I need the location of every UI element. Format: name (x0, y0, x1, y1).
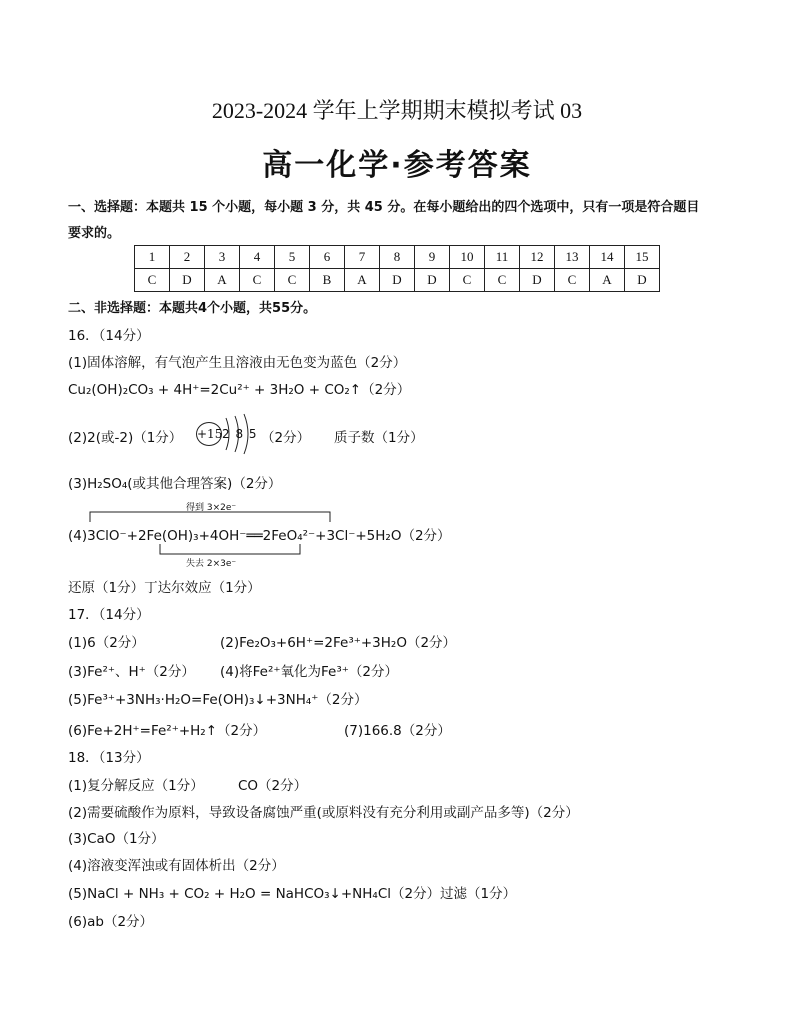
q18-title: 18．（13分） (68, 750, 150, 766)
answer-table-number-row (135, 246, 660, 269)
answer-cell: D (170, 269, 205, 292)
question-number-cell: 3 (205, 246, 240, 269)
q17-part7: (7)166.8（2分） (344, 723, 451, 739)
q17-part2: (2)Fe₂O₃+6H⁺=2Fe³⁺+3H₂O（2分） (220, 635, 457, 651)
q18-part1-b: CO（2分） (238, 778, 308, 794)
question-number-cell: 11 (485, 246, 520, 269)
q17-part4: (4)将Fe²⁺氧化为Fe³⁺（2分） (220, 664, 398, 680)
q16-part1: (1)固体溶解，有气泡产生且溶液由无色变为蓝色（2分） (68, 355, 407, 371)
question-number-cell: 14 (590, 246, 625, 269)
q16-part2-b: （2分） (261, 430, 311, 446)
answer-table (134, 245, 660, 292)
q17-part1: (1)6（2分） (68, 635, 145, 651)
answer-cell: C (240, 269, 275, 292)
answer-cell: C (275, 269, 310, 292)
answer-cell: A (590, 269, 625, 292)
q17-title: 17．（14分） (68, 607, 150, 623)
q16-part1-equation: Cu₂(OH)₂CO₃ + 4H⁺=2Cu²⁺ + 3H₂O + CO₂↑（2分） (68, 382, 411, 398)
answer-table-answer-row (135, 269, 660, 292)
answer-cell: D (415, 269, 450, 292)
answer-cell: D (625, 269, 660, 292)
answer-cell: C (485, 269, 520, 292)
section2-heading: 二、非选择题：本题共4个小题，共55分。 (68, 301, 317, 316)
atom-diagram-core: +15 (196, 422, 222, 446)
q18-part4: (4)溶液变浑浊或有固体析出（2分） (68, 858, 285, 874)
answer-cell: A (205, 269, 240, 292)
section1-heading-line2: 要求的。 (68, 226, 121, 241)
q18-part6: (6)ab（2分） (68, 914, 154, 930)
q17-part6: (6)Fe+2H⁺=Fe²⁺+H₂↑（2分） (68, 723, 267, 739)
q16-part4-equation: (4)3ClO⁻+2Fe(OH)₃+4OH⁻══2FeO₄²⁻+3Cl⁻+5H₂O（2分） (68, 528, 451, 544)
q18-part3: (3)CaO（1分） (68, 831, 165, 847)
page-title: 2023-2024 学年上学期期末模拟考试 03 (211, 98, 583, 123)
answer-cell: C (450, 269, 485, 292)
answer-cell: D (520, 269, 555, 292)
question-number-cell: 1 (135, 246, 170, 269)
q18-part1-a: (1)复分解反应（1分） (68, 778, 204, 794)
question-number-cell: 5 (275, 246, 310, 269)
q16-part3: (3)H₂SO₄(或其他合理答案)（2分） (68, 476, 282, 492)
question-number-cell: 10 (450, 246, 485, 269)
q16-part2-a: (2)2(或-2)（1分） (68, 430, 183, 446)
answer-cell: C (555, 269, 590, 292)
question-number-cell: 6 (310, 246, 345, 269)
q18-part2: (2)需要硫酸作为原料，导致设备腐蚀严重(或原料没有充分利用或副产品多等)（2分） (68, 805, 579, 821)
question-number-cell: 4 (240, 246, 275, 269)
answer-cell: A (345, 269, 380, 292)
question-number-cell: 9 (415, 246, 450, 269)
question-number-cell: 2 (170, 246, 205, 269)
question-number-cell: 15 (625, 246, 660, 269)
electron-gain-label: 得到 3×2e⁻ (186, 503, 237, 513)
electron-loss-label: 失去 2×3e⁻ (186, 559, 237, 569)
question-number-cell: 7 (345, 246, 380, 269)
page-subtitle: 高一化学·参考答案 (262, 148, 532, 183)
section1-heading-line1: 一、选择题：本题共 15 个小题，每小题 3 分，共 45 分。在每小题给出的四个选项中，只有一项是符合题目 (68, 200, 700, 215)
q16-title: 16．（14分） (68, 328, 150, 344)
q17-part5: (5)Fe³⁺+3NH₃·H₂O=Fe(OH)₃↓+3NH₄⁺（2分） (68, 692, 368, 708)
answer-cell: B (310, 269, 345, 292)
q16-part2-c: 质子数（1分） (334, 430, 424, 446)
question-number-cell: 8 (380, 246, 415, 269)
q18-part5-a: (5)NaCl + NH₃ + CO₂ + H₂O = NaHCO₃↓+NH₄Cl（2分） (68, 886, 441, 902)
q18-part5-b: 过滤（1分） (440, 886, 517, 902)
q17-part3: (3)Fe²⁺、H⁺（2分） (68, 664, 195, 680)
q16-part5: 还原（1分）丁达尔效应（1分） (68, 580, 261, 596)
atom-diagram-shells: 2 8 5 (222, 427, 258, 441)
question-number-cell: 13 (555, 246, 590, 269)
answer-cell: C (135, 269, 170, 292)
question-number-cell: 12 (520, 246, 555, 269)
answer-cell: D (380, 269, 415, 292)
